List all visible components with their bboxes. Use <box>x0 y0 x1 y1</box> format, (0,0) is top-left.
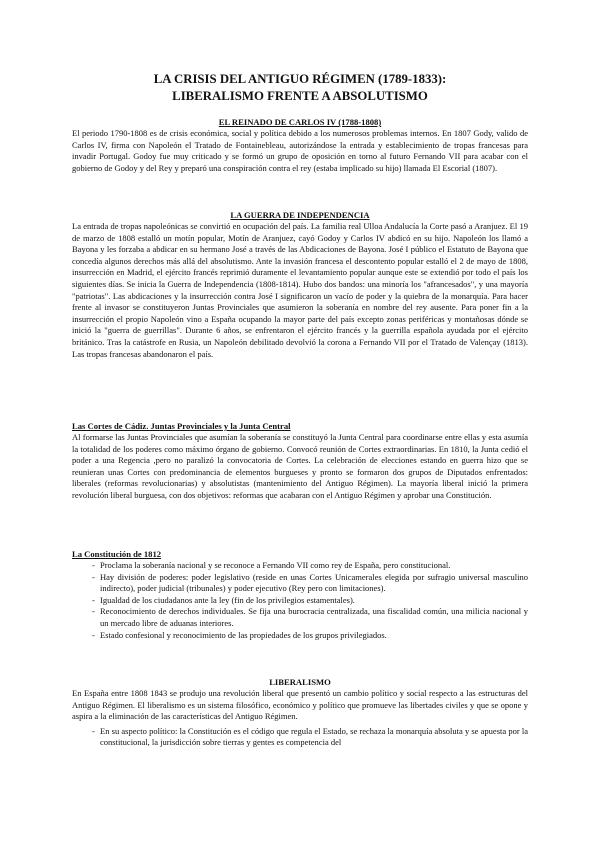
paragraph-carlos-iv: El periodo 1790-1808 es de crisis económica, social y política debido a los numerosos problemas internos. En 1807 Gody, valido de Carlos IV, firma con Napoleón el Tratado de Fontainebleau, autorizándose la entrada y establecimiento de tropas francesas para invadir Portugal. Godoy fue muy criticado y se formó un grupo de oposición en torno al futuro Fernando VII para acabar con el gobierno de Godoy y del Rey y preparó una conspiración contra el rey (estaba implicado su hijo) llamada El Escorial (1807). <box>72 128 528 173</box>
heading-cortes-cadiz: Las Cortes de Cádiz. Juntas Provinciales y la Junta Central <box>72 421 291 431</box>
dash-bullet: - <box>92 571 95 582</box>
section-carlos-iv <box>72 117 528 174</box>
section-cortes-cadiz <box>72 421 528 502</box>
constitucion-list <box>72 560 528 641</box>
liberalismo-list <box>72 726 528 749</box>
heading-constitucion-1812: La Constitución de 1812 <box>72 549 162 559</box>
paragraph-cortes-cadiz: Al formarse las Juntas Provinciales que asumían la soberanía se constituyó la Junta Central para coordinarse entre ellas y esta asumía la totalidad de los poderes como máximo órgano de gobierno. Convocó reunión de Cortes extraordinarias. En 1810, la Junta cedió el poder a una Regencia ,pero no paralizó la convocatoria de Cortes. La celebración de elecciones estando en guerra hizo que se reunieran unas Cortes con predominancia de elementos burgueses y pronto se formaron dos grupos de Diputados enfrentados: liberales (reformas revolucionarias) y absolutistas (mantenimiento del Antiguo Régimen). La mayoría liberal inició la primera revolución liberal burguesa, con dos objetivos: reformas que acabaran con el Antiguo Régimen y aprobar una Constitución. <box>72 432 528 500</box>
section-liberalismo <box>72 677 528 749</box>
section-guerra-independencia <box>72 210 528 360</box>
section-constitucion-1812 <box>72 549 528 641</box>
title-line-2: LIBERALISMO FRENTE A ABSOLUTISMO <box>172 89 428 103</box>
list-item: - Igualdad de los ciudadanos ante la ley (fin de los privilegios estamentales). <box>92 594 355 605</box>
dash-bullet: - <box>92 606 95 617</box>
dash-bullet: - <box>92 594 95 605</box>
list-item: - Estado confesional y reconocimiento de las propiedades de los grupos privilegiados. <box>92 629 387 640</box>
list-item: - Hay división de poderes: poder legislativo (reside en unas Cortes Unicamerales elegida por sufragio universal masculino indirecto), poder judicial (tribunales) y poder ejecutivo (Rey pero con limitaciones). <box>92 571 528 594</box>
dash-bullet: - <box>92 725 95 736</box>
list-item: - Proclama la soberanía nacional y se reconoce a Fernando VII como rey de España, pero constitucional. <box>92 560 451 570</box>
title-line-1: LA CRISIS DEL ANTIGUO RÉGIMEN (1789-1833): <box>153 72 447 86</box>
heading-liberalismo: LIBERALISMO <box>269 677 331 687</box>
dash-bullet: - <box>92 629 95 640</box>
heading-guerra-independencia: LA GUERRA DE INDEPENDENCIA <box>230 210 370 220</box>
list-item: - En su aspecto político: la Constitución es el código que regula el Estado, se rechaza la monarquía absoluta y se apuesta por la constitucional, la jurisdicción sobre tierras y gentes es competencia del <box>92 725 528 748</box>
dash-bullet: - <box>92 560 95 570</box>
paragraph-guerra-independencia: La entrada de tropas napoleónicas se convirtió en ocupación del país. La familia real Ulloa Andalucía la Corte pasó a Aranjuez. El 19 de marzo de 1808 estalló un motín popular, Motín de Aranjuez, cayó Godoy y Carlos IV abdicó en su hijo. Napoleón los llamó a Bayona y les forzaba a abdicar en su hermano José a través de las Abdicaciones de Bayona. José I público el Estatuto de Bayona que concedía algunos derechos más allá del absolutismo. Ante la invasión francesa el descontento popular estalló el 2 de mayo de 1808, insurrección en Madrid, el ejército francés reprimió duramente el levantamiento popular aunque este se extendió por todo el país los siguientes días. Se inicia la Guerra de Independencia (1808-1814). Hubo dos bandos: una minoría los "afrancesados", y una mayoría "patriotas". Las abdicaciones y la insurrección contra José I significaron un vacío de poder y la quiebra de la monarquía. Para hacer frente al invasor se constituyeron Juntas Provinciales que asumieron la soberanía en nombre del rey ausente. Para poner fin a la insurrección el propio Napoleón vino a España ocupando la mayor parte del país excepto zonas periféricas y montañosas dónde se inició la "guerra de guerrillas". Durante 6 años, se enfrentaron el ejército francés y la guerrilla española ayudada por el ejército británico. Tras la catástrofe en Rusia, un Napoleón debilitado devolvió la corona a Fernando VII por el Tratado de Valençay (1813). Las tropas francesas abandonaron el país. <box>72 221 528 359</box>
document-title <box>72 71 528 105</box>
heading-carlos-iv: EL REINADO DE CARLOS IV (1788-1808) <box>218 117 382 127</box>
list-item: - Reconocimiento de derechos individuales. Se fija una burocracia centralizada, una fiscalidad común, una milicia nacional y un mercado libre de aduanas interiores. <box>92 606 528 628</box>
paragraph-liberalismo: En España entre 1808 1843 se produjo una revolución liberal que presentó un cambio político y social respecto a las estructuras del Antiguo Régimen. El liberalismo es un sistema filosófico, económico y político que promueve las libertades civiles y que se opone y aspira a la eliminación de las características del Antiguo Régimen. <box>72 688 528 722</box>
